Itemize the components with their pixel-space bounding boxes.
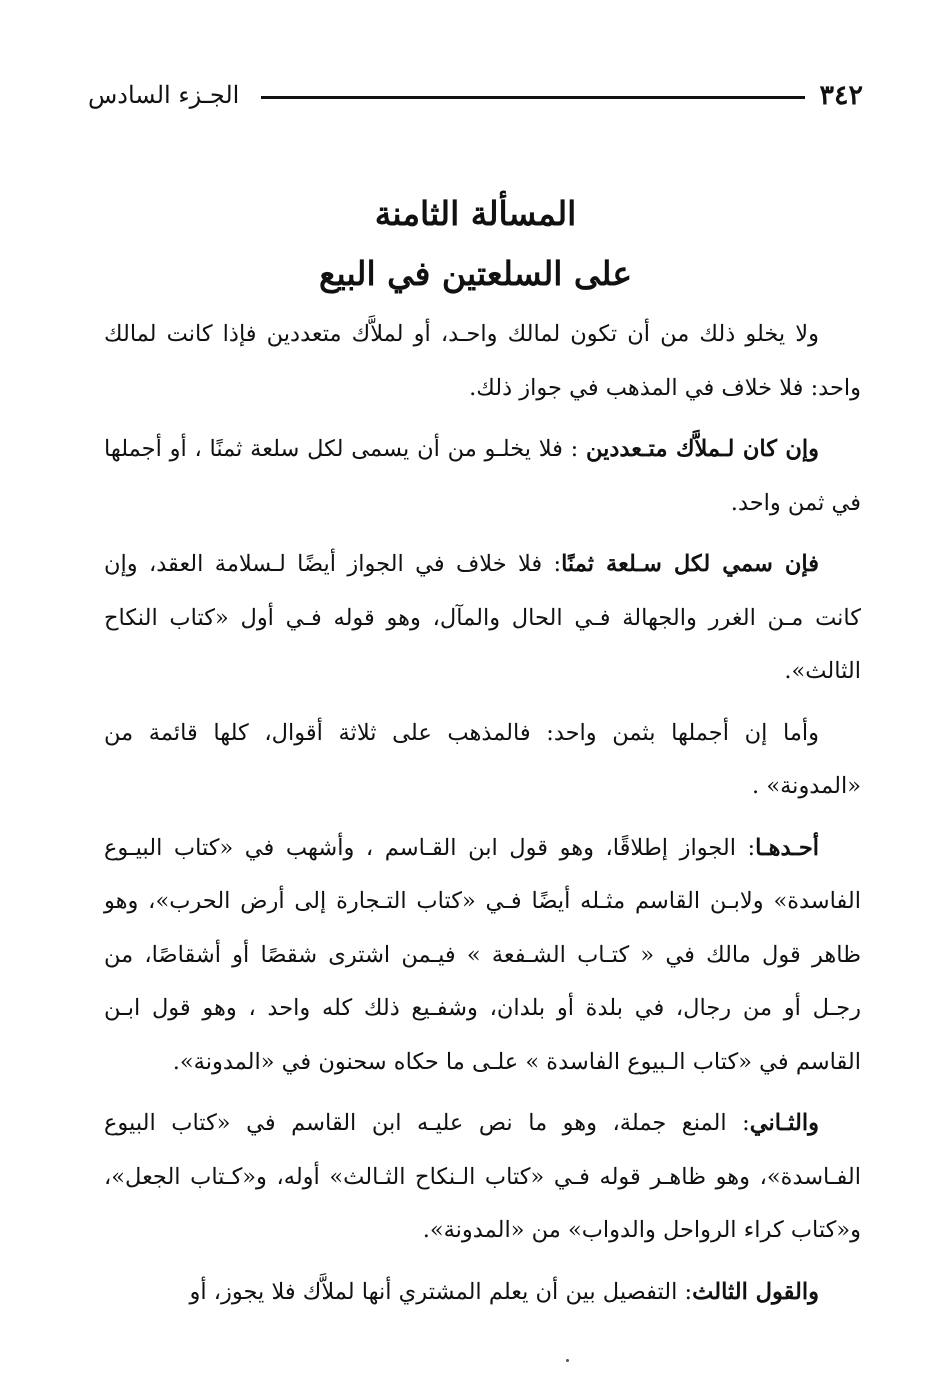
- paragraph-lead: وإن كان لـملاَّك متـعددين: [586, 436, 819, 462]
- paragraph-text: ولا يخلو ذلك من أن تكون لمالك واحـد، أو لملاَّك متعددين فإذا كانت لمالك واحد: فلا خلاف في المذهب في جواز ذلك.: [104, 321, 861, 401]
- paragraph-text: : فلا يخلـو من أن يسمى لكل سلعة ثمنًا ، أو أجملها في ثمن واحد.: [104, 436, 861, 516]
- paragraph: [104, 423, 861, 530]
- paragraph: [104, 822, 861, 1090]
- paragraph-text: : فلا خلاف في الجواز أيضًا لـسلامة العقد، وإن كانت مـن الغرر والجهالة فـي الحال والمآل، وهو قوله فـي أول «كتاب النكاح الثالث».: [104, 551, 861, 684]
- paragraph: [104, 707, 861, 814]
- paragraph: [104, 538, 861, 699]
- paragraph: [104, 1097, 861, 1258]
- running-title: الجـزء السادس: [88, 81, 240, 109]
- paragraph-text: وأما إن أجملها بثمن واحد: فالمذهب على ثلاثة أقوال، كلها قائمة من «المدونة» .: [104, 719, 861, 799]
- header-rule: [261, 96, 805, 99]
- paragraph: [104, 308, 861, 415]
- paragraph: [104, 1266, 861, 1320]
- paragraph-lead: أحـدهـا: [755, 834, 819, 861]
- page-number: ٣٤٢: [819, 79, 863, 111]
- paragraph-text: : التفصيل بين أن يعلم المشتري أنها لملاَّك فلا يجوز، أو: [189, 1278, 693, 1305]
- paragraph-text: : الجواز إطلاقًا، وهو قول ابن القـاسم ، وأشهب في «كتاب البيـوع الفاسدة» ولابـن القاسم مثـله أيضًا فـي «كتاب التـجارة إلى أرض الحرب»، وهو ظاهر قول مالك في « كتـاب الشـفعة » فيـمن اشترى شقصًا أو أشقاصًا، من رجـل أو من رجال، في بلدة أو بلدان، وشفـيع ذلك كله واحد ، وهو قول ابـن القاسم في «كتاب الـبيوع الفاسدة » علـى ما حكاه سحنون في «المدونة».: [104, 834, 861, 1075]
- paragraph-lead: والثـاني: [749, 1110, 819, 1136]
- paragraph-lead: فإن سمي لكل سـلعة ثمنًا: [561, 551, 819, 577]
- paragraph-lead: والقول الثالث: [692, 1278, 819, 1305]
- running-header: [88, 70, 863, 120]
- chapter-heading: المسألة الثامنة: [374, 194, 577, 233]
- print-speck: [566, 1359, 569, 1362]
- chapter-subheading: على السلعتين في البيع: [318, 254, 633, 293]
- body-text: [104, 308, 861, 1327]
- paragraph-text: : المنع جملة، وهو ما نص عليـه ابن القاسم في «كتاب البيوع الفـاسدة»، وهو ظاهـر قوله فـي «كتاب الـنكاح الثـالث» أوله، و«كـتاب الجعل»، و«كتاب كراء الرواحل والدواب» من «المدونة».: [104, 1110, 861, 1243]
